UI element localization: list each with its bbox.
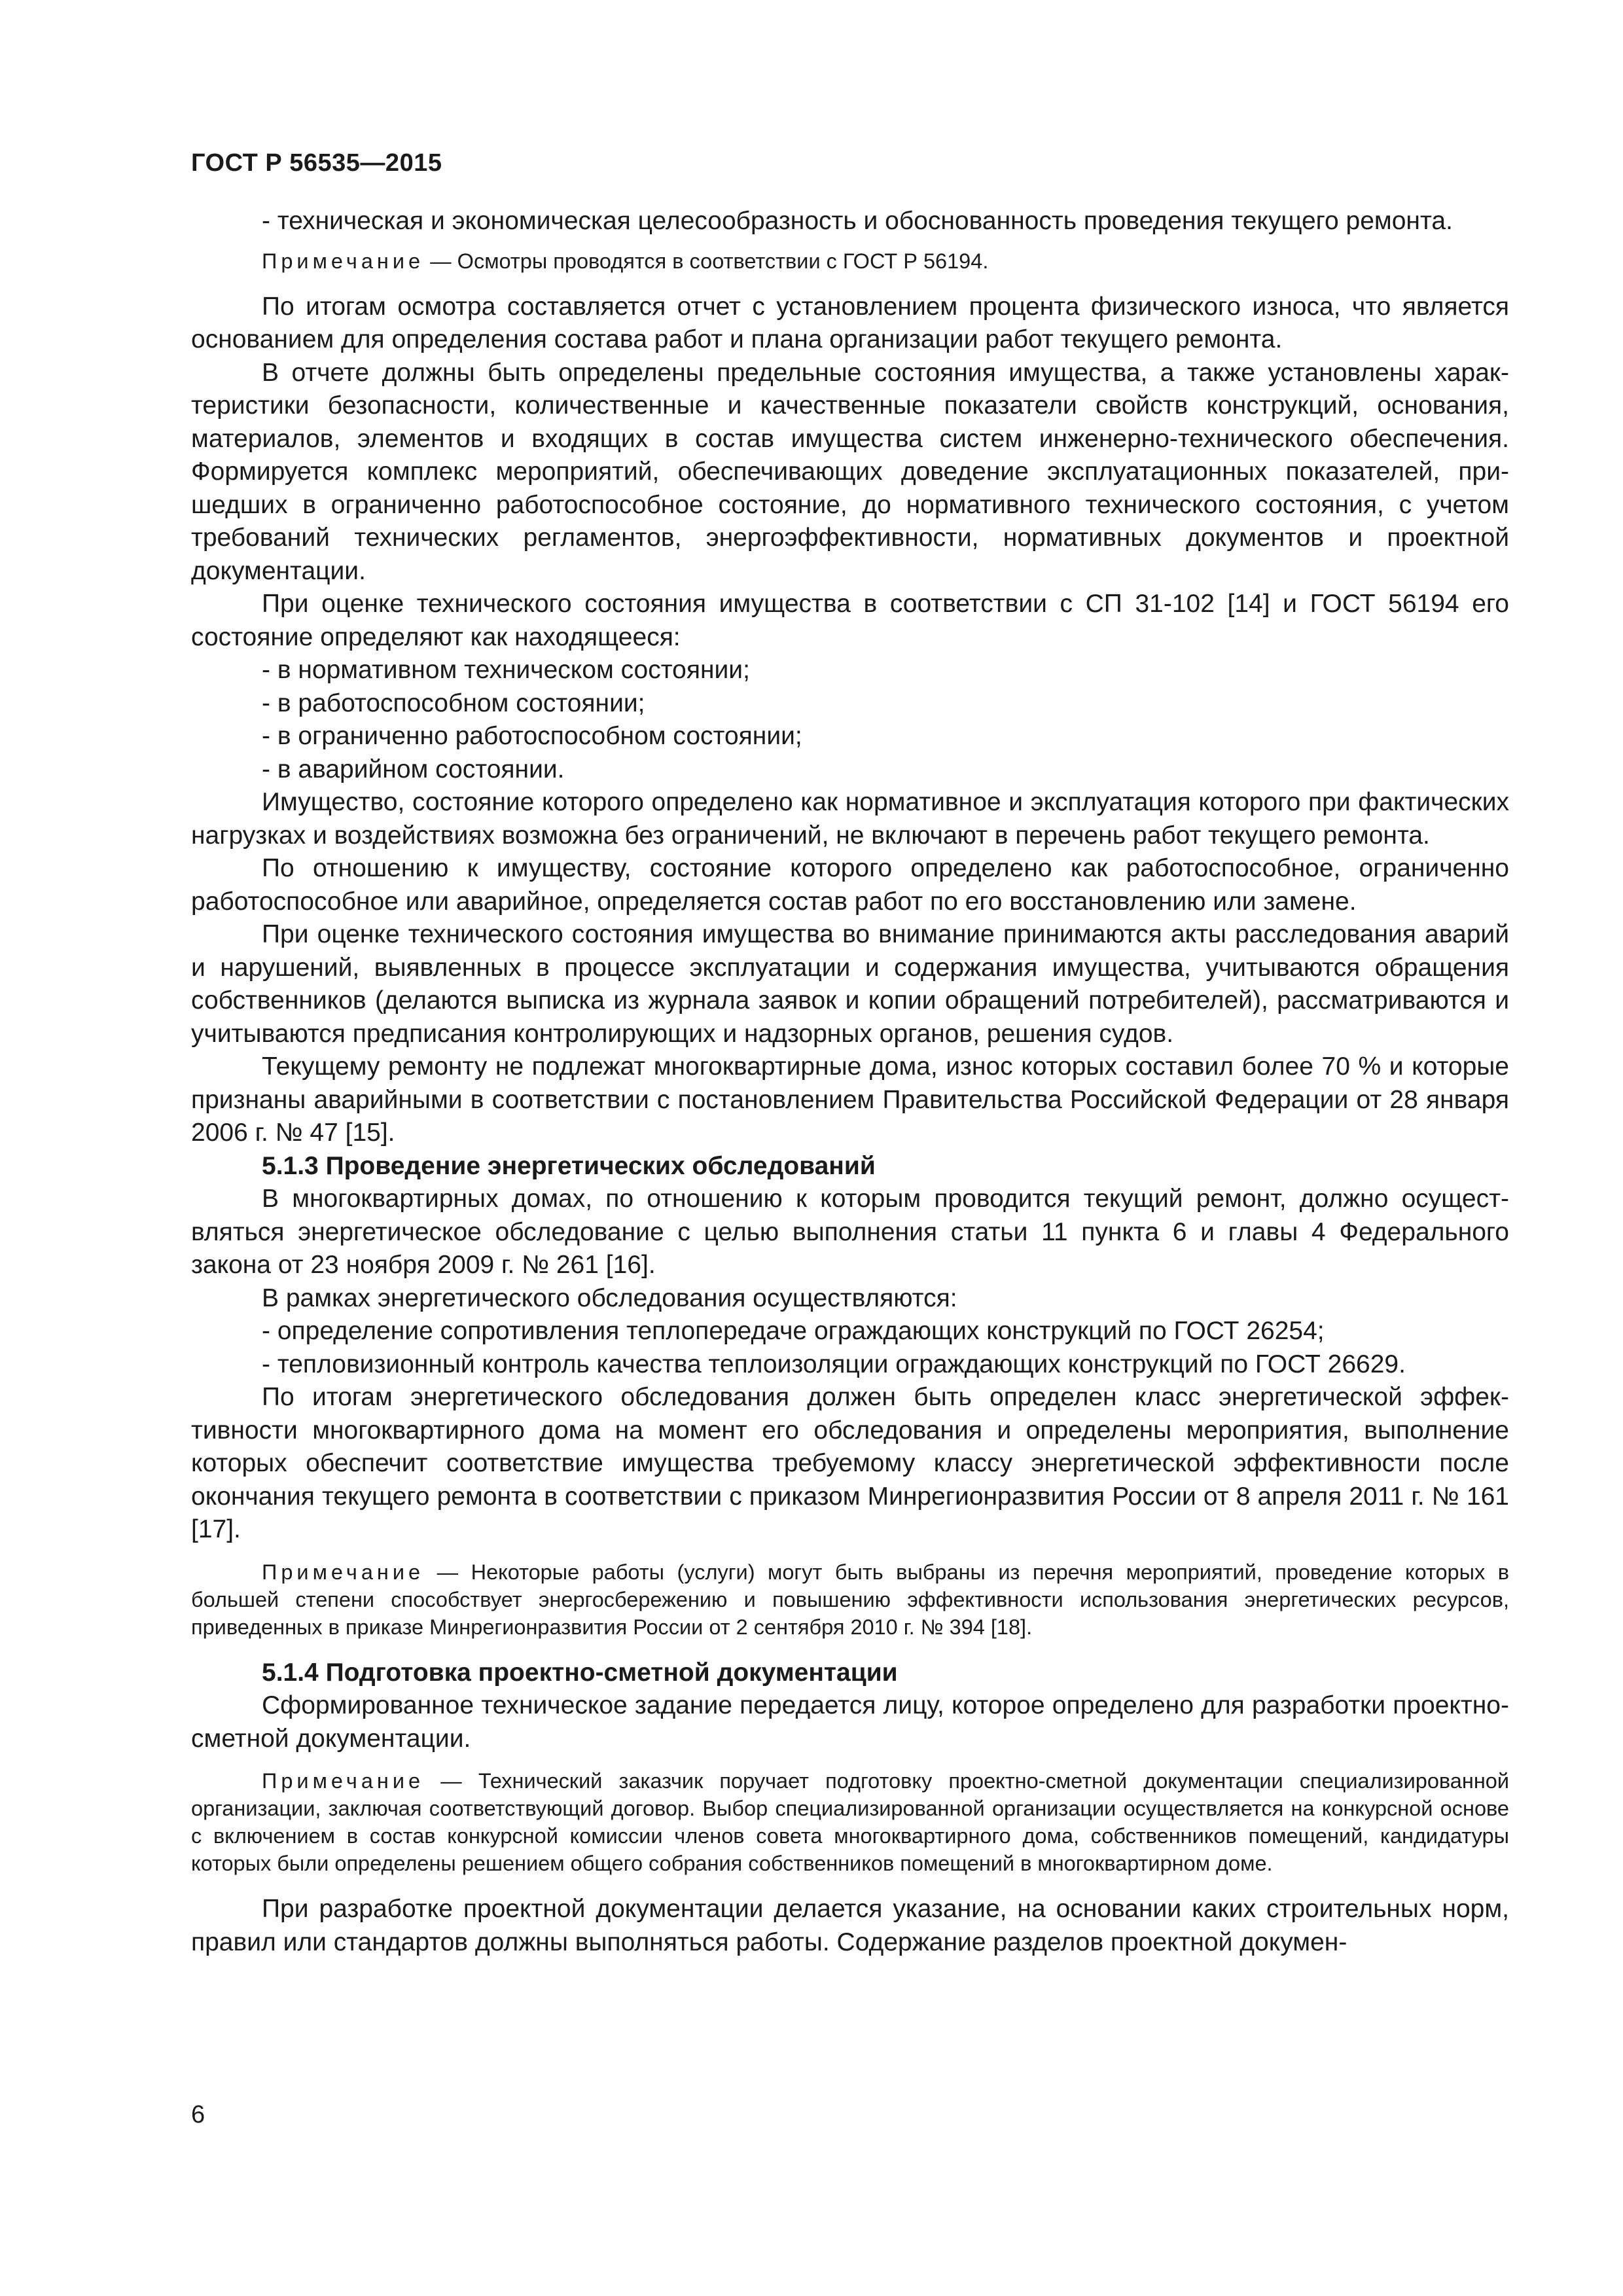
paragraph: По отношению к имуществу, состояние которого определено как работоспособное, ограниченно работоспособное или аварийное, определяется состав работ по его восстановлению или замене. xyxy=(191,854,1509,916)
list-item: - в работоспособном состоянии; xyxy=(262,689,645,717)
note-2 xyxy=(191,1558,1509,1641)
paragraph: Текущему ремонту не подлежат многоквартирные дома, износ которых составил более 70 % и которые признаны аварийными в соответствии с постановлением Правительства Российской Федерации от 28 января 2006 г. № 47 [15]. xyxy=(191,1052,1509,1147)
note-label: Примечание xyxy=(262,1769,425,1793)
paragraph: При оценке технического состояния имущества в соответствии с СП 31-102 [14] и ГОСТ 56194 его состояние определяют как находящееся: xyxy=(191,590,1509,651)
paragraph: Сформированное техническое задание передается лицу, которое определено для разработки проектно-сметной документации. xyxy=(191,1691,1509,1753)
document-page xyxy=(191,149,1509,1959)
paragraph: В рамках энергетического обследования осуществляются: xyxy=(262,1283,957,1312)
section-heading-5-1-3: 5.1.3 Проведение энергетических обследований xyxy=(262,1151,876,1180)
paragraph: По итогам энергетического обследования должен быть определен класс энергетической эффективности многоквартирного дома на момент его обследования и определены мероприятия, выполнение которых обеспечит соответствие имущества требуемому классу энергетической эффективности после окончания текущего ремонта в соответствии с приказом Минрегионразвития России от 8 апреля 2011 г. № 161 [17]. xyxy=(191,1383,1509,1543)
section-heading-5-1-4: 5.1.4 Подготовка проектно-сметной документации xyxy=(262,1658,898,1687)
paragraph-intro-line: - техническая и экономическая целесообразность и обоснованность проведения текущего ремонта. xyxy=(262,207,1453,235)
paragraph: В отчете должны быть определены предельные состояния имущества, а также установлены характеристики безопасности, количественные и качественные показатели свойств конструкций, основания, материалов, элементов и входящих в состав имущества систем инженерно-технического обеспечения. Формируется комплекс мероприятий, обеспечивающих доведение эксплуатационных показателей, пришедших в ограниченно работоспособное состояние, до нормативного технического состояния, с учетом требований технических регламентов, энергоэффективности, нормативных документов и проектной документации. xyxy=(191,358,1509,585)
paragraph: При разработке проектной документации делается указание, на основании каких строительных норм, правил или стандартов должны выполняться работы. Содержание разделов проектной докумен- xyxy=(191,1895,1509,1956)
note-label: Примечание xyxy=(262,249,425,273)
list-item: - в ограниченно работоспособном состоянии; xyxy=(262,722,802,750)
list-item: - тепловизионный контроль качества теплоизоляции ограждающих конструкций по ГОСТ 26629. xyxy=(262,1350,1406,1378)
list-item: - в нормативном техническом состоянии; xyxy=(262,656,750,684)
note-1 xyxy=(191,247,1509,275)
list-item: - в аварийном состоянии. xyxy=(262,755,565,783)
page-number: 6 xyxy=(191,2101,205,2128)
note-text: — Некоторые работы (услуги) могут быть выбраны из перечня мероприятий, проведение которых в большей степени способствует энергосбережению и повышению эффективности использования энергетических ресурсов, приведенных в приказе Минрегионразвития России от 2 сентября 2010 г. № 394 [18]. xyxy=(191,1560,1509,1639)
paragraph: При оценке технического состояния имущества во внимание принимаются акты расследования аварий и нарушений, выявленных в процессе эксплуатации и содержания имущества, учитываются обращения собственников (делаются выписка из журнала заявок и копии обращений потребителей), рассматриваются и учитываются предписания контролирующих и надзорных органов, решения судов. xyxy=(191,920,1509,1048)
document-header: ГОСТ Р 56535—2015 xyxy=(191,149,442,177)
paragraph: Имущество, состояние которого определено как нормативное и эксплуатация которого при фактических нагрузках и воздействиях возможна без ограничений, не включают в перечень работ текущего ремонта. xyxy=(191,788,1509,850)
paragraph: По итогам осмотра составляется отчет с установлением процента физического износа, что является основанием для определения состава работ и плана организации работ текущего ремонта. xyxy=(191,292,1509,353)
note-text: — Технический заказчик поручает подготовку проектно-сметной документации специализированной организации, заключая соответствующий договор. Выбор специализированной организации осуществляется на конкурсной основе с включением в состав конкурсной комиссии членов совета многоквартирного дома, собственников помещений, кандидатуры которых были определены решением общего собрания собственников помещений в многоквартирном доме. xyxy=(191,1769,1509,1875)
note-3 xyxy=(191,1767,1509,1877)
list-item: - определение сопротивления теплопередаче ограждающих конструкций по ГОСТ 26254; xyxy=(262,1317,1325,1345)
paragraph: В многоквартирных домах, по отношению к которым проводится текущий ремонт, должно осуществляться энергетическое обследование с целью выполнения статьи 11 пункта 6 и главы 4 Федерального закона от 23 ноября 2009 г. № 261 [16]. xyxy=(191,1185,1509,1279)
note-label: Примечание xyxy=(262,1560,425,1584)
note-text: — Осмотры проводятся в соответствии с ГОСТ Р 56194. xyxy=(424,249,989,273)
